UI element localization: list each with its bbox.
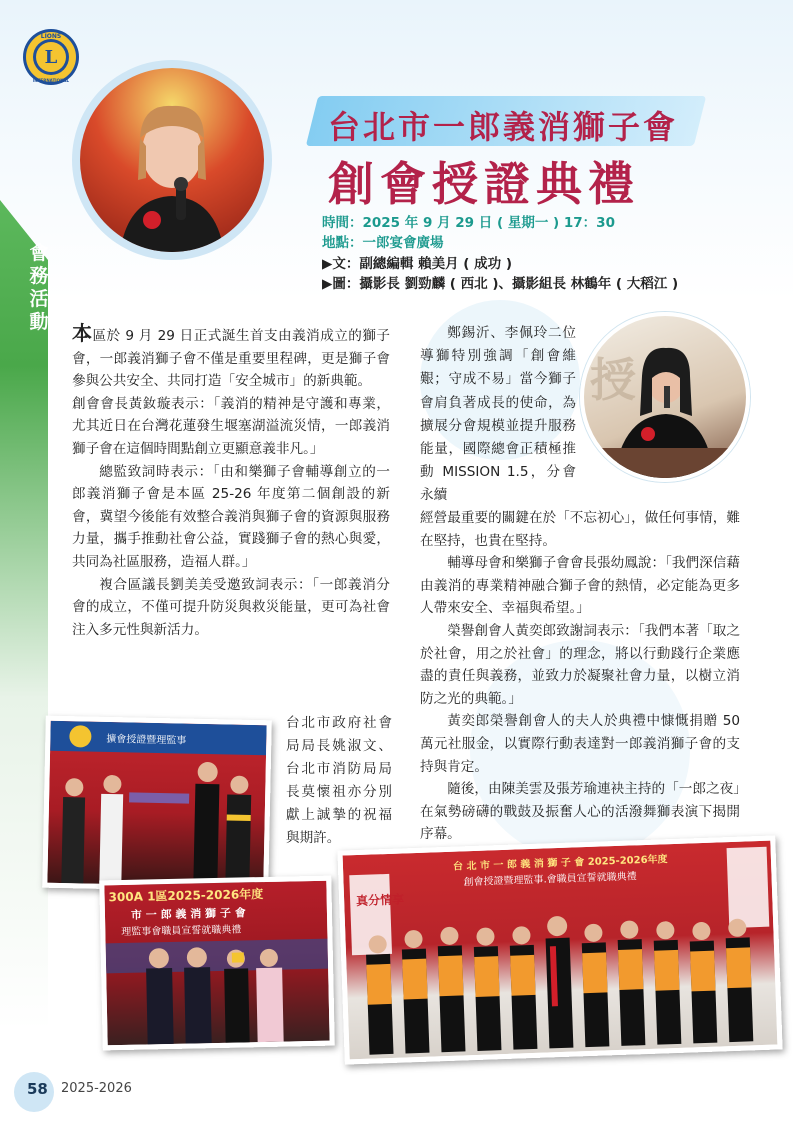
page-title-line-1: 台北市一郎義消獅子會 bbox=[328, 108, 679, 146]
banner-text: 300A 1區2025-2026年度 bbox=[108, 887, 264, 905]
paragraph: 複合區議長劉美美受邀致詞表示：「一郎義消分會的成立，不僅可提升防災與救災能量，更可為社會注入多元性與新活力。 bbox=[72, 576, 390, 638]
page-number: 58 bbox=[27, 1080, 48, 1098]
banner-text: 創會授證暨理監事.會職員宣誓就職典禮 bbox=[463, 871, 637, 889]
oath-ceremony-scene bbox=[104, 881, 329, 1046]
paragraph: 台北市政府社會局局長姚淑文、台北市消防局局長莫懷祖亦分別獻上誠摯的祝福與期許。 bbox=[286, 715, 392, 846]
event-time: 時間：2025 年 9 月 29 日 ( 星期一 ) 17：30 bbox=[322, 215, 615, 231]
paragraph: 隨後，由陳美雲及張芳瑜連袂主持的「一郎之夜」在氣勢磅礴的戰鼓及振奮人心的活潑舞獅表演下揭開序幕。 bbox=[420, 781, 740, 843]
side-banner-text: 真分情享 bbox=[355, 892, 405, 909]
banner-text: 台 北 市 一 郎 義 消 獅 子 會 2025-2026年度 bbox=[452, 854, 668, 873]
paragraph: 榮譽創會人黃奕郎致謝詞表示：「我們本著「取之於社會，用之於社會」的理念，將以行動踐行企業應盡的責任與義務，並致力於凝聚社會力量，以樹立消防之光的典範。」 bbox=[420, 622, 740, 707]
page-title-line-2: 創會授證典禮 bbox=[328, 157, 640, 211]
paragraph: 黃奕郎榮譽創會人的夫人於典禮中慷慨捐贈 50 萬元社服金，以實際行動表達對一郎義消獅子會的支持與肯定。 bbox=[420, 713, 740, 775]
paragraph: 經營最重要的關鍵在於「不忘初心」，做任何事情，難在堅持，也貴在堅持。 bbox=[420, 510, 740, 549]
banner-text: 理監事會職員宣誓就職典禮 bbox=[121, 924, 242, 938]
logo-text: LIONS bbox=[40, 33, 62, 40]
photo-credit: ▶圖：攝影長 劉勁麟 ( 西北 )、攝影組長 林鶴年 ( 大稻江 ) bbox=[322, 276, 679, 292]
group-members bbox=[365, 909, 753, 1054]
banner-text: 市 一 郎 義 消 獅 子 會 bbox=[130, 906, 246, 922]
right-column-text bbox=[420, 507, 740, 846]
dropcap: 本 bbox=[72, 321, 93, 345]
section-label: 會務活動 bbox=[29, 242, 49, 333]
writer-credit: ▶文：副總編輯 賴美月 ( 成功 ) bbox=[322, 256, 513, 272]
paragraph: 創會會長黃釹璇表示：「義消的精神是守護和專業，尤其近日在台灣花蓮發生堰塞湖溢流災情，一郎義消獅子會在這個時間點創立更顯意義非凡。」 bbox=[72, 395, 390, 457]
speaker-photo bbox=[580, 312, 750, 482]
speaker-backdrop-text: 授 bbox=[590, 353, 636, 407]
stage-award-photo bbox=[42, 716, 272, 893]
stage-award-scene bbox=[47, 721, 266, 887]
oath-ceremony-photo bbox=[99, 876, 335, 1051]
event-place: 地點：一郎宴會廣場 bbox=[322, 235, 444, 251]
footer-year: 2025-2026 bbox=[61, 1081, 132, 1096]
logo-letter: L bbox=[44, 47, 58, 68]
logo-subtext: INTERNATIONAL bbox=[32, 78, 70, 83]
paragraph: 本區於 9 月 29 日正式誕生首支由義消成立的獅子會，一郎義消獅子會不僅是重要里程碑，更是獅子會參與公共安全、共同打造「安全城市」的新典範。 bbox=[72, 321, 391, 390]
group-scene bbox=[343, 841, 778, 1060]
banner-text: 擴會授證暨理監事 bbox=[106, 733, 187, 747]
paragraph: 鄭錫沂、李佩玲二位導獅特別強調「創會維艱；守成不易」當今獅子會肩負著成長的使命，為擴展分會規模並提升服務能量，國際總會正積極推動 MISSION 1.5，分會永續 bbox=[420, 325, 576, 504]
left-column-text bbox=[72, 322, 390, 641]
right-top-text bbox=[420, 322, 576, 508]
group-photo bbox=[337, 835, 782, 1064]
president-figure bbox=[80, 68, 264, 252]
paragraph: 輔導母會和樂獅子會會長張幼鳳說：「我們深信藉由義消的專業精神融合獅子會的熱情，必定能為更多人帶來安全、幸福與希望。」 bbox=[420, 555, 740, 617]
paragraph: 總監致詞時表示：「由和樂獅子會輔導創立的一郎義消獅子會是本區 25-26 年度第二個創設的新會，冀望今後能有效整合義消與獅子會的資源與服務力量，攜手推動社會公益，實踐獅子會的熱心與愛，共同為社區服務，造福人群。」 bbox=[72, 463, 390, 570]
left-narrow-text bbox=[286, 712, 392, 850]
speaker-figure bbox=[584, 316, 746, 478]
president-portrait-photo bbox=[80, 68, 264, 252]
lions-logo bbox=[22, 28, 80, 86]
